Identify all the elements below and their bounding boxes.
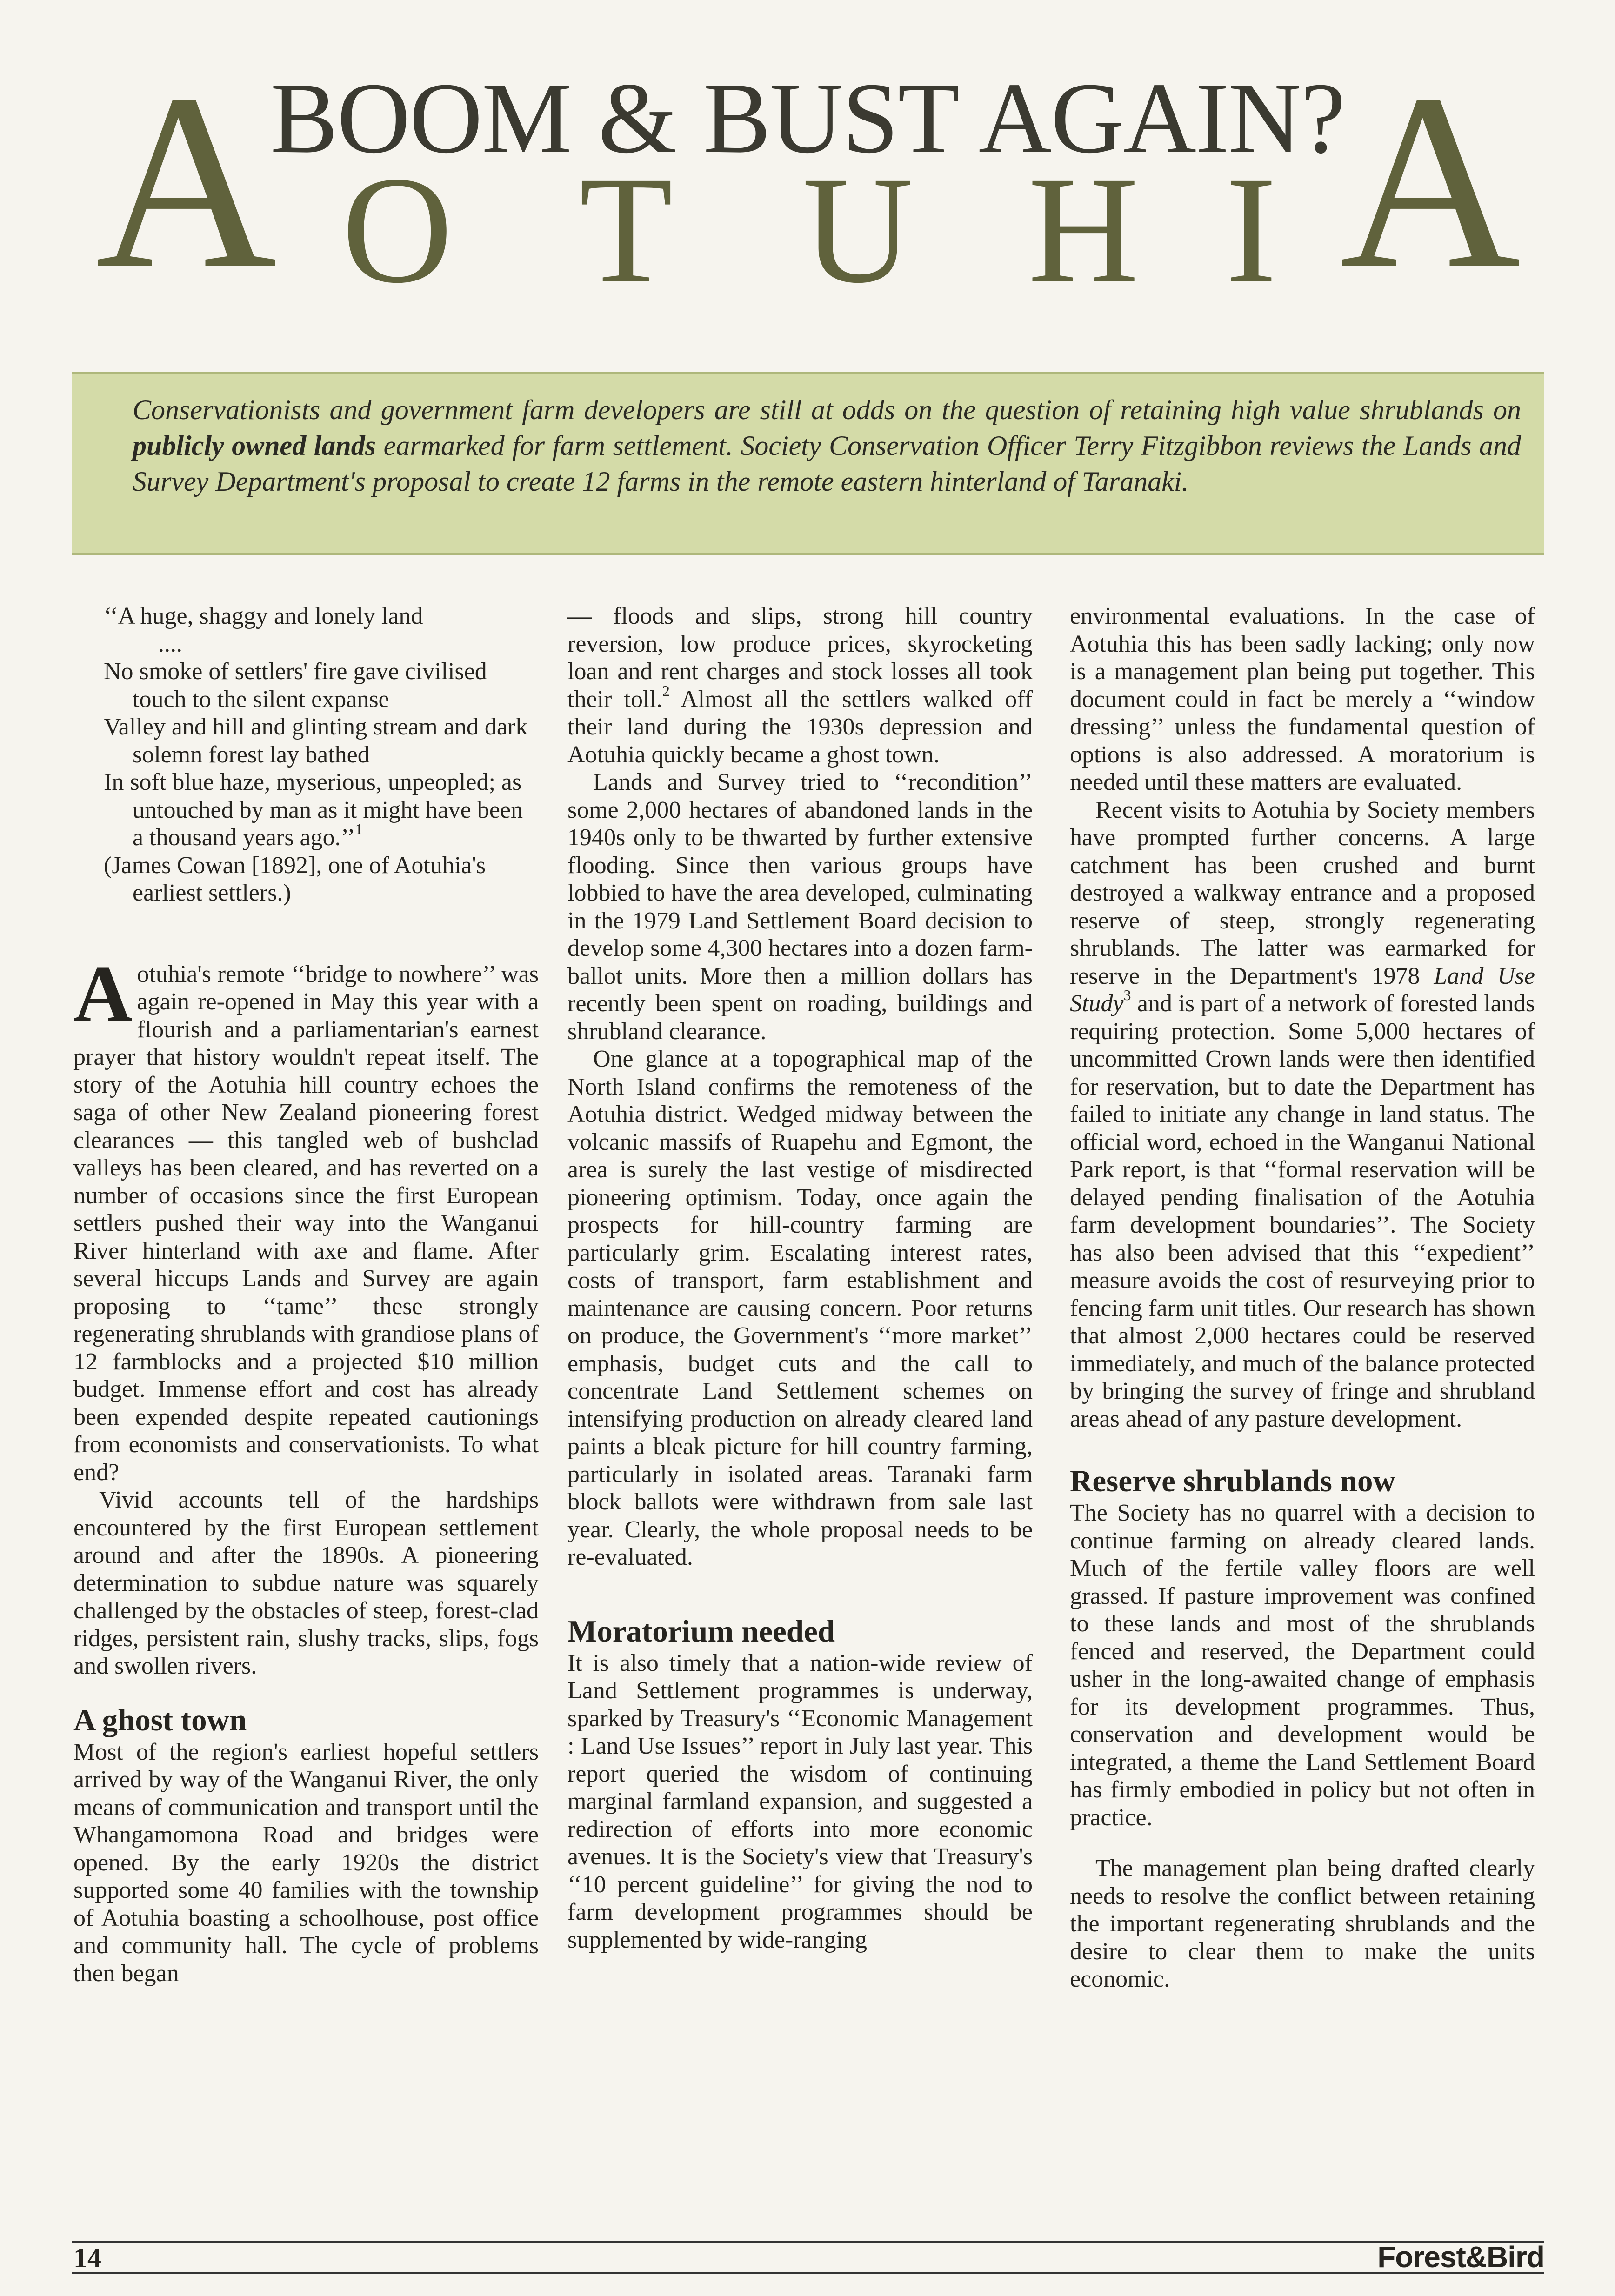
- page-number: 14: [73, 2243, 101, 2273]
- headline-letter-a2: A: [1340, 42, 1521, 320]
- poem-line: Valley and hill and glinting stream and dark solemn forest lay bathed: [104, 714, 528, 768]
- body-paragraph: Lands and Survey tried to ‘‘recondition’’ some 2,000 hectares of abandoned lands in the 1940s only to be thwarted by further extensive flooding. Since then various groups have lobbied to have the area developed, culminating in the 1979 Land Settlement Board decision to develop some 4,300 hectares into a dozen farm-ballot units. More then a million dollars has recently been spent on roading, buildings and shrubland clearance.: [567, 769, 1033, 1045]
- intro-box: [72, 372, 1544, 555]
- footnote-marker: 3: [1123, 987, 1131, 1003]
- intro-text: Conservationists and government farm developers are still at odds on the question of retaining high value shrublands on publicly owned lands earmarked for farm settlement. Society Conservation Officer Terry Fitzgibbon reviews the Lands and Survey Department's proposal to create 12 farms in the remote eastern hinterland of Taranaki.: [133, 394, 1521, 497]
- body-paragraph: Recent visits to Aotuhia by Society members have prompted further concerns. A large catchment has been crushed and burnt destroyed a walkway entrance and a proposed reserve of steep, strongly regenerating shrublands. The latter was earmarked for reserve in the Department's 1978 Land Use Study$^3$ and is part of a network of forested lands requiring protection. Some 5,000 hectares of uncommitted Crown lands were then identified for reservation, but to date the Department has failed to initiate any change in land status. The official word, echoed in the Wanganui National Park report, is that ‘‘formal reservation will be delayed pending finalisation of the Aotuhia farm development boundaries’’. The Society has also been advised that this ‘‘expedient’’ measure avoids the cost of resurveying prior to fencing farm unit titles. Our research has shown that almost 2,000 hectares could be reserved immediately, and much of the balance protected by bringing the survey of fringe and shrubland areas ahead of any pasture development.: [1070, 796, 1535, 1432]
- intro-bold-phrase: publicly owned lands: [133, 430, 376, 461]
- headline-letter-t: T: [579, 145, 673, 315]
- poem-line: ‘‘A huge, shaggy and lonely land: [104, 603, 423, 629]
- body-paragraph: It is also timely that a nation-wide review of Land Settlement programmes is underway, sparked by Treasury's ‘‘Economic Management : Land Use Issues’’ report in July last year. This report queried the wisdom of continuing marginal farmland expansion, and suggested a redirection of efforts into more economic avenues. It is the Society's view that Treasury's ‘‘10 percent guideline’’ for giving the nod to farm development programmes should be supplemented by wide-ranging: [567, 1649, 1033, 1953]
- footnote-marker: 2: [662, 682, 670, 699]
- body-paragraph: The management plan being drafted clearly needs to resolve the conflict between retaining the important regenerating shrublands and the desire to clear them to make the units economic.: [1070, 1855, 1535, 1992]
- citation-title: Land Use Study: [1070, 962, 1535, 1017]
- poem-line: No smoke of settlers' fire gave civilised touch to the silent expanse: [104, 658, 487, 713]
- poem-ellipsis: ....: [158, 630, 182, 657]
- column-2: [567, 602, 1033, 1954]
- subheading-reserve-shrublands: Reserve shrublands now: [1070, 1464, 1395, 1498]
- body-paragraph: Most of the region's earliest hopeful settlers arrived by way of the Wanganui River, the only means of communication and transport until the Whangamomona Road and bridges were opened. By the early 1920s the district supported some 40 families with the township of Aotuhia boasting a schoolhouse, post office and community hall. The cycle of problems then began: [73, 1738, 539, 1987]
- headline-kicker: BOOM & BUST AGAIN?: [270, 62, 1345, 174]
- footer-rule-top: [72, 2241, 1544, 2243]
- headline-letter-o: O: [342, 145, 453, 315]
- footer-rule-bottom: [72, 2272, 1544, 2274]
- magazine-name: Forest&Bird: [1377, 2240, 1544, 2274]
- column-3: [1070, 602, 1535, 1993]
- headline-aotuhia: [0, 42, 1615, 320]
- footnote-marker: 1: [355, 821, 363, 837]
- subheading-moratorium: Moratorium needed: [567, 1614, 835, 1649]
- body-paragraph: Vivid accounts tell of the hardships encountered by the first European settlement around and after the 1890s. A pioneering determination to subdue nature was squarely challenged by the obstacles of steep, forest-clad ridges, persistent rain, slushy tracks, slips, fogs and swollen rivers.: [73, 1487, 539, 1679]
- headline-letter-h: H: [1028, 145, 1139, 315]
- column-1: [73, 602, 539, 1987]
- body-paragraph: One glance at a topographical map of the North Island confirms the remoteness of the Aotuhia district. Wedged midway between the volcanic massifs of Ruapehu and Egmont, the area is surely the last vestige of misdirected pioneering optimism. Today, once again the prospects for hill-country farming are particularly grim. Escalating interest rates, costs of transport, farm establishment and maintenance are causing concern. Poor returns on produce, the Government's ‘‘more market’’ emphasis, budget cuts and the call to concentrate Land Settlement schemes on intensifying production on already cleared land paints a bleak picture for hill country farming, particularly in isolated areas. Taranaki farm block ballots were withdrawn from sale last year. Clearly, the whole proposal needs to be re-evaluated.: [567, 1046, 1033, 1570]
- body-paragraph: environmental evaluations. In the case of Aotuhia this has been sadly lacking; only now is a management plan being put together. This document could in fact be merely a ‘‘window dressing’’ unless the fundamental question of options is also addressed. A moratorium is needed until these matters are evaluated.: [1070, 603, 1535, 795]
- drop-cap: A: [73, 948, 133, 1039]
- headline-letter-i: I: [1226, 145, 1277, 315]
- epigraph-poem: [104, 602, 539, 907]
- body-paragraph: Aotuhia's remote ‘‘bridge to nowhere’’ was again re-opened in May this year with a flourish and a parliamentarian's earnest prayer that history wouldn't repeat itself. The story of the Aotuhia hill country echoes the saga of other New Zealand pioneering forest clearances — this tangled web of bushclad valleys has been cleared, and has reverted on a number of occasions since the first European settlers pushed their way into the Wanganui River hinterland with axe and flame. After several hiccups Lands and Survey are again proposing to ‘‘tame’’ these strongly regenerating shrublands with grandiose plans of 12 farmblocks and a projected $10 million budget. Immense effort and cost has already been expended despite repeated cautionings from economists and conservationists. To what end?: [73, 948, 539, 1486]
- poem-citation: (James Cowan [1892], one of Aotuhia's earliest settlers.): [104, 852, 486, 906]
- headline-letter-a1: A: [95, 42, 277, 320]
- subheading-ghost-town: A ghost town: [73, 1702, 247, 1737]
- body-paragraph: The Society has no quarrel with a decision to continue farming on already cleared lands. Much of the fertile valley floors are well grassed. If pasture improvement was confined to these lands and most of the shrublands fenced and reserved, the Department could usher in the long-awaited change of emphasis for its development programmes. Thus, conservation and development would be integrated, a theme the Land Settlement Board has firmly embodied in policy but not often in practice.: [1070, 1500, 1535, 1831]
- poem-line: In soft blue haze, myserious, unpeopled; as untouched by man as it might have been a thousand years ago.’’$^1$: [104, 769, 523, 851]
- body-paragraph: — floods and slips, strong hill country reversion, low produce prices, skyrocketing loan and rent charges and stock losses all took their toll.$^2$ Almost all the settlers walked off their land during the 1930s depression and Aotuhia quickly became a ghost town.: [567, 603, 1033, 768]
- headline-letter-u: U: [802, 145, 914, 315]
